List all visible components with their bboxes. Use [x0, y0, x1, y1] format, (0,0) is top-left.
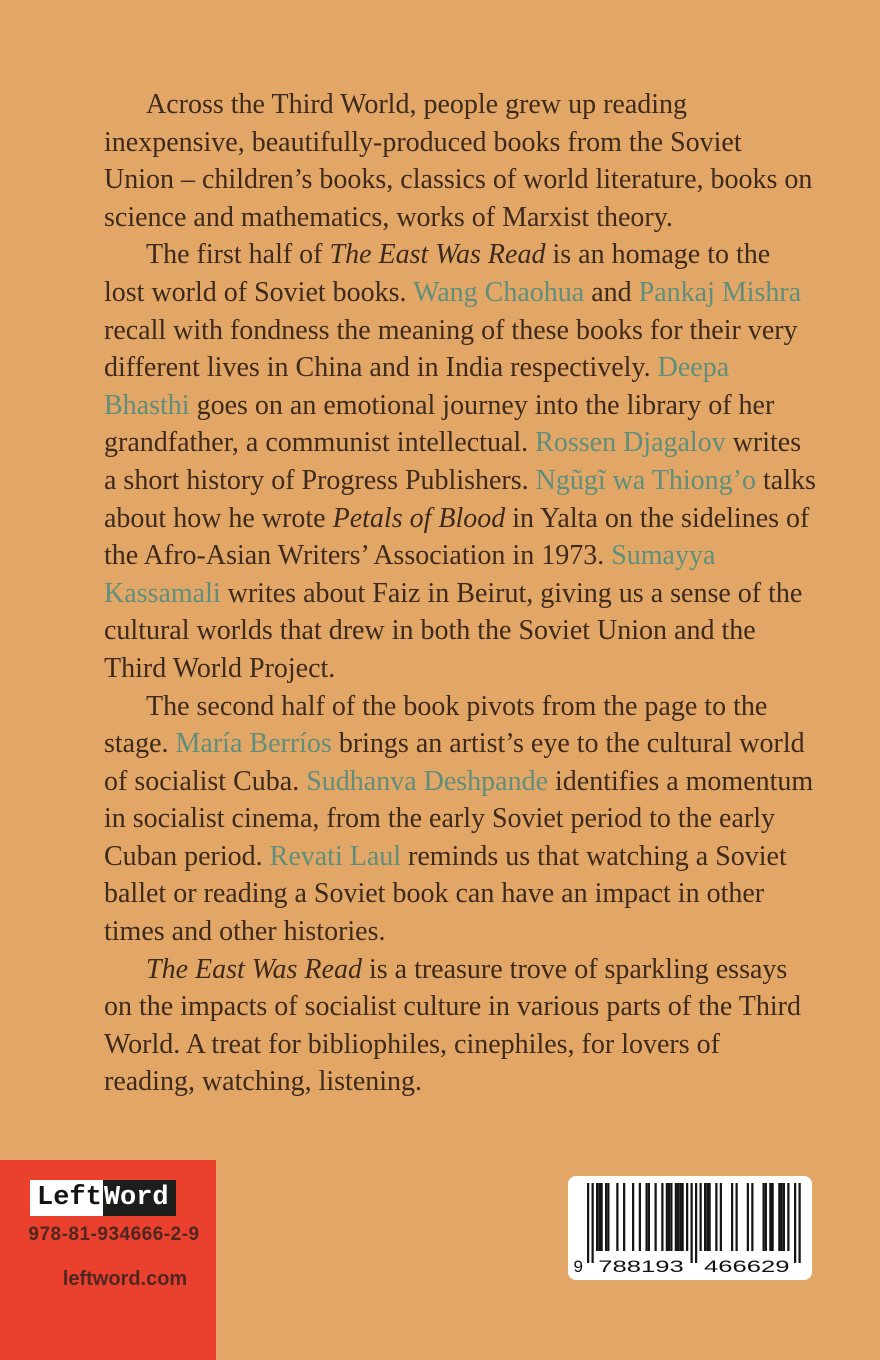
text-segment: recall with fondness the meaning of these books for their very different lives in China and in India respectively. — [104, 314, 798, 384]
text-segment: in Yalta on the sidelines of the Afro-Asian Writers’ Association in 1973. — [104, 502, 810, 572]
isbn-number: 978-81-934666-2-9 — [28, 1224, 200, 1245]
paragraph — [104, 86, 816, 236]
contributor-name: Revati Laul — [269, 840, 402, 872]
text-segment: brings an artist’s eye to the cultural world of socialist Cuba. — [104, 728, 805, 797]
text-segment: identifies a momentum in socialist cinema, from the early Soviet period to the early Cuban period. — [104, 765, 814, 872]
text-segment: is a treasure trove of sparkling essays on the impacts of socialist culture in various parts of the Third World. A treat for bibliophiles, cinephiles, for lovers of reading, watching, listening. — [104, 953, 801, 1098]
contributor-name: Pankaj Mishra — [638, 276, 802, 308]
text-segment: The second half of the book pivots from the page to the stage. — [104, 690, 768, 760]
text-segment: is an homage to the lost world of Soviet books. — [104, 239, 771, 308]
book-title: Petals of Blood — [332, 502, 506, 534]
text-segment: Across the Third World, people grew up reading inexpensive, beautifully-produced books from the Soviet Union – children’s books, classics of world literature, books on science and mathematics, works of Marxist theory. — [104, 89, 813, 233]
text-segment: writes a short history of Progress Publishers. — [104, 427, 802, 496]
book-title: The East Was Read — [146, 953, 362, 985]
leftword-logo — [30, 1180, 176, 1216]
publisher-band — [0, 1160, 216, 1360]
barcode — [568, 1176, 812, 1280]
logo-left-segment: Left — [30, 1180, 103, 1216]
book-title: The East Was Read — [329, 239, 546, 271]
contributor-name: Ngũgĩ wa Thiong’o — [535, 464, 757, 496]
contributor-name: María Berríos — [175, 728, 332, 760]
barcode-digits: 9 — [573, 1257, 583, 1276]
contributor-name: Wang Chaohua — [413, 276, 585, 308]
paragraph — [104, 236, 816, 687]
publisher-website: leftword.com — [62, 1268, 188, 1290]
barcode-digits: 788193 — [598, 1257, 684, 1276]
text-segment: writes about Faiz in Beirut, giving us a sense of the cultural worlds that drew in both the Soviet Union and the Third World Project. — [104, 577, 803, 684]
contributor-name: Rossen Djagalov — [535, 427, 726, 459]
text-segment: and — [584, 276, 639, 308]
contributor-name: Sumayya Kassamali — [104, 540, 716, 609]
barcode-digits: 466629 — [704, 1257, 790, 1276]
paragraph — [104, 688, 816, 951]
text-segment: talks about how he wrote — [104, 464, 816, 534]
blurb-text-block — [104, 86, 816, 1101]
text-segment: reminds us that watching a Soviet ballet or reading a Soviet book can have an impact in other times and other histories. — [104, 840, 787, 948]
text-segment: The first half of — [146, 239, 330, 271]
contributor-name: Deepa Bhasthi — [104, 352, 730, 421]
barcode-bars — [571, 1180, 809, 1276]
text-segment: goes on an emotional journey into the library of her grandfather, a communist intellectual. — [104, 389, 775, 459]
contributor-name: Sudhanva Deshpande — [306, 765, 549, 797]
logo-word-segment: Word — [103, 1180, 176, 1216]
paragraph — [104, 951, 816, 1101]
